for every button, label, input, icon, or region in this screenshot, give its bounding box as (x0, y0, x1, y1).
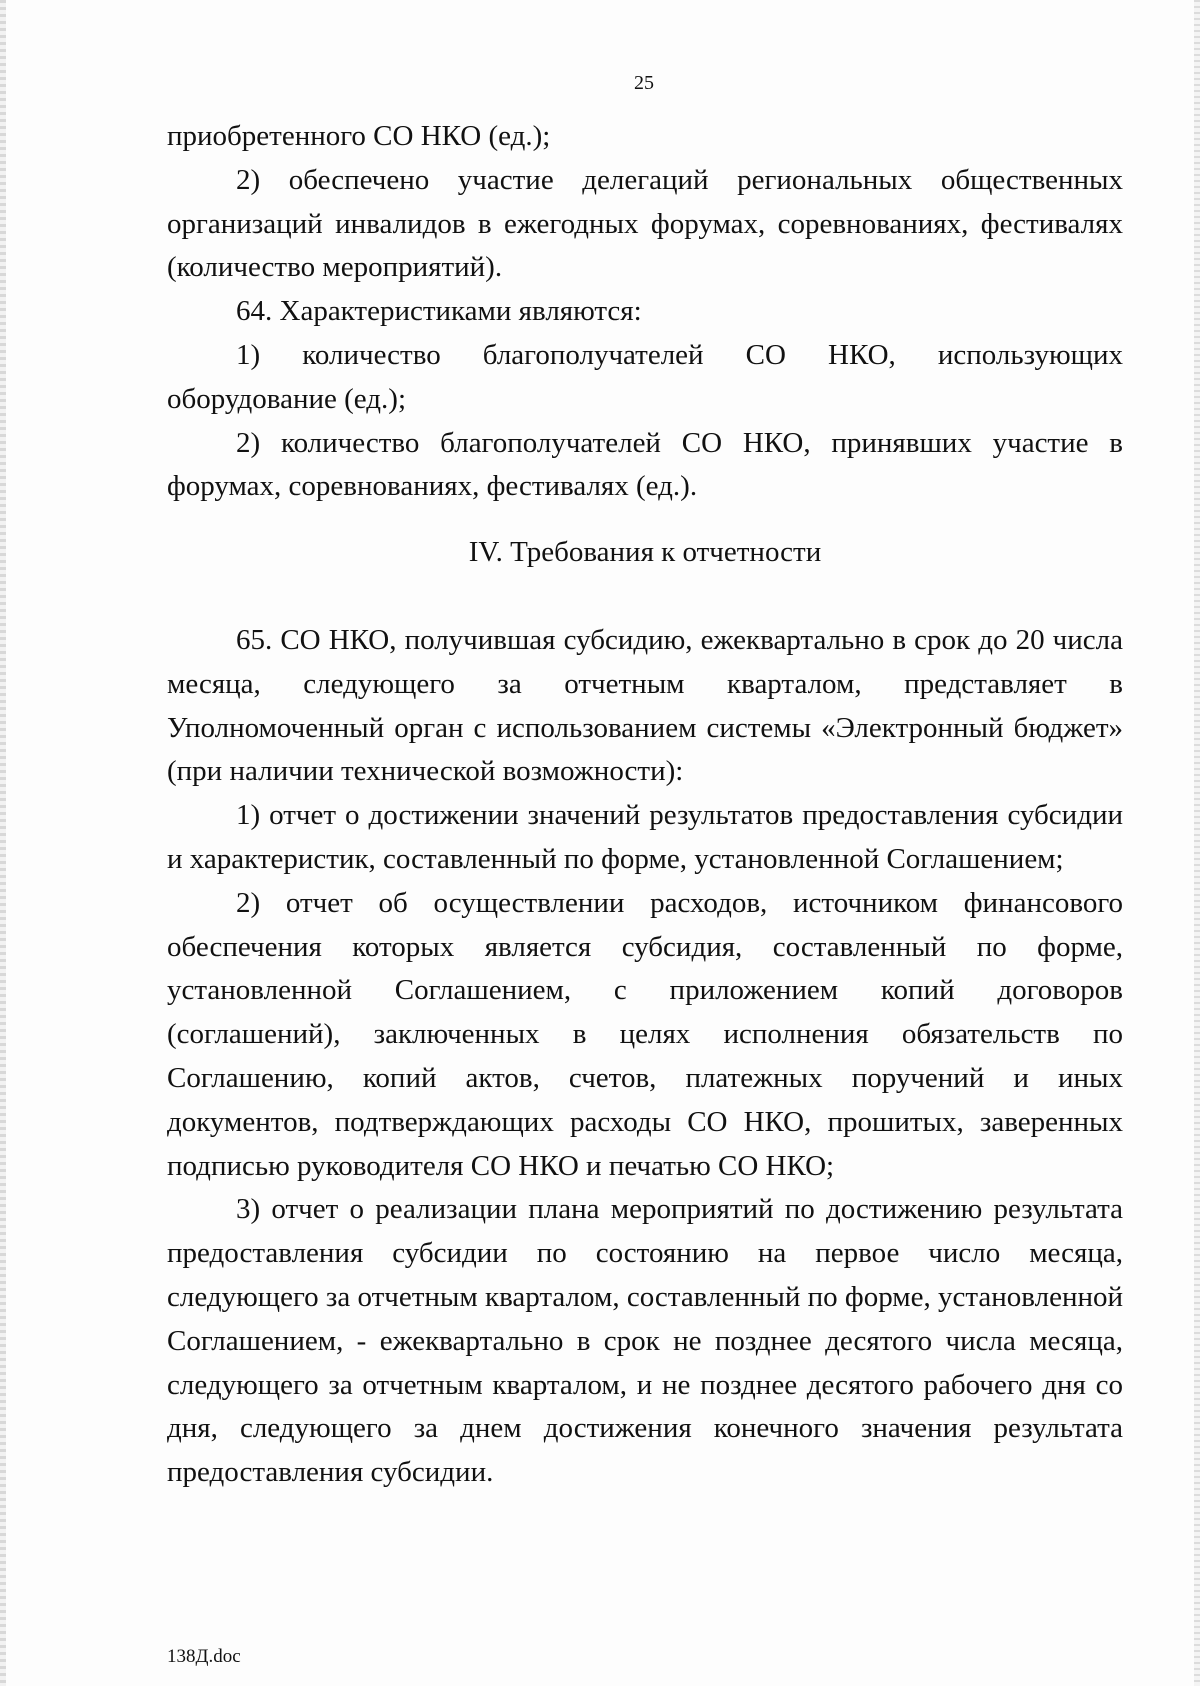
paragraph: 3) отчет о реализации плана мероприятий по достижению результата предоставления субсидии по состоянию на первое число месяца, следующего за отчетным кварталом, составленный по форме, установленной Соглашением, - ежеквартально в срок не позднее десятого числа месяца, следующего за отчетным кварталом, и не позднее десятого рабочего дня со дня, следующего за днем достижения конечного значения результата предоставления субсидии. (167, 1193, 1123, 1489)
paragraph: 64. Характеристиками являются: (236, 295, 642, 328)
section-heading: IV. Требования к отчетности (468, 536, 822, 569)
paragraph: 2) отчет об осуществлении расходов, источником финансового обеспечения которых является субсидия, составленный по форме, установленной Соглашением, с приложением копий договоров (соглашений), заключенных в целях исполнения обязательств по Соглашению, копий актов, счетов, платежных поручений и иных документов, подтверждающих расходы СО НКО, прошитых, заверенных подписью руководителя СО НКО и печатью СО НКО; (167, 886, 1123, 1182)
scan-edge-right (1194, 0, 1200, 1686)
paragraph: 65. СО НКО, получившая субсидию, ежеквартально в срок до 20 числа месяца, следующего за отчетным кварталом, представляет в Уполномоченный орган с использованием системы «Электронный бюджет» (при наличии технической возможности): (167, 623, 1123, 788)
paragraph: приобретенного СО НКО (ед.); (167, 120, 551, 152)
paragraph: 2) обеспечено участие делегаций региональных общественных организаций инвалидов в ежегодных форумах, соревнованиях, фестивалях (количество мероприятий). (167, 163, 1123, 284)
scan-edge-left (0, 0, 6, 1686)
paragraph: 1) количество благополучателей СО НКО, использующих оборудование (ед.); (167, 338, 1123, 415)
footer-filename: 138Д.doc (167, 1646, 241, 1667)
document-body (167, 115, 1123, 1495)
paragraph: 1) отчет о достижении значений результатов предоставления субсидии и характеристик, составленный по форме, установленной Соглашением; (167, 799, 1123, 875)
page-number: 25 (634, 72, 654, 94)
paragraph: 2) количество благополучателей СО НКО, принявших участие в форумах, соревнованиях, фестивалях (ед.). (167, 426, 1123, 503)
